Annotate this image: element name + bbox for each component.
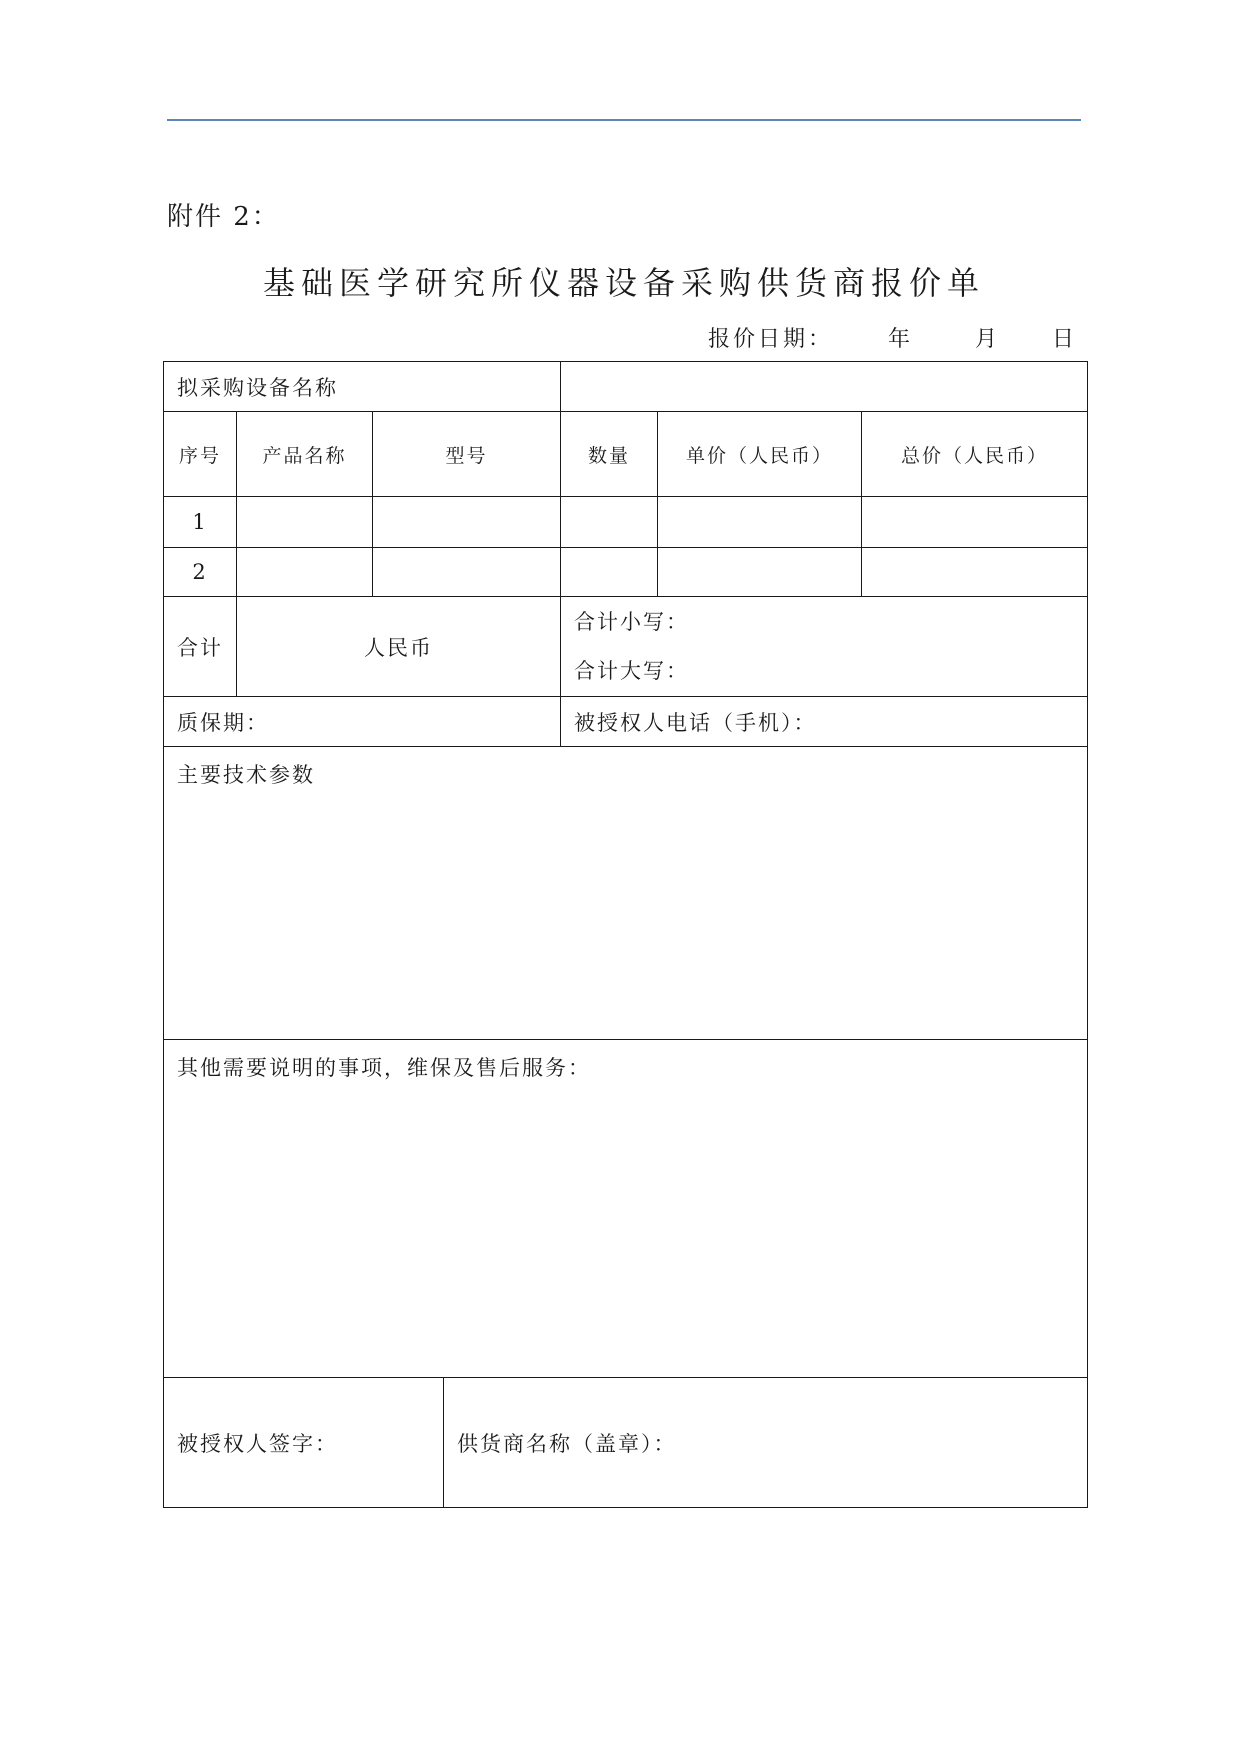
- quote-date-line: [700, 322, 1080, 352]
- quote-date-label: 报价日期：: [708, 327, 834, 352]
- other-notes-row: [164, 1040, 1088, 1378]
- warranty-label: 质保期：: [164, 697, 561, 747]
- row-unit-price-cell[interactable]: [658, 497, 862, 548]
- equipment-name-label: 拟采购设备名称: [164, 362, 561, 412]
- total-row: [164, 597, 1088, 697]
- attachment-label: 附件 2：: [167, 202, 280, 232]
- tech-params-row: [164, 747, 1088, 1040]
- row-product-cell[interactable]: [237, 548, 373, 597]
- row-model-cell[interactable]: [373, 497, 561, 548]
- table-header-row: [164, 412, 1088, 497]
- column-header-total-price: 总价（人民币）: [862, 412, 1088, 497]
- signature-label: 被授权人签字：: [164, 1378, 444, 1508]
- total-amount-cell: [561, 597, 1088, 697]
- table-row: [164, 497, 1088, 548]
- column-header-index: 序号: [164, 412, 237, 497]
- row-index: 2: [164, 548, 237, 597]
- row-product-cell[interactable]: [237, 497, 373, 548]
- quotation-form: [163, 361, 1088, 1508]
- tech-params-label: 主要技术参数: [164, 747, 1088, 1040]
- total-label: 合计: [164, 597, 237, 697]
- page-title: 基础医学研究所仪器设备采购供货商报价单: [262, 264, 985, 302]
- warranty-row: [164, 697, 1088, 747]
- column-header-quantity: 数量: [561, 412, 658, 497]
- row-index: 1: [164, 497, 237, 548]
- row-model-cell[interactable]: [373, 548, 561, 597]
- supplier-label: 供货商名称（盖章）：: [444, 1378, 1088, 1508]
- total-currency: 人民币: [237, 597, 561, 697]
- quote-date-year: 年: [888, 327, 914, 352]
- column-header-model: 型号: [373, 412, 561, 497]
- column-header-unit-price: 单价（人民币）: [658, 412, 862, 497]
- table-row: [164, 548, 1088, 597]
- total-words-label: 合计大写：: [574, 658, 689, 683]
- phone-label: 被授权人电话（手机）：: [561, 697, 1088, 747]
- row-unit-price-cell[interactable]: [658, 548, 862, 597]
- quote-date-day: 日: [1052, 327, 1078, 352]
- header-rule: [167, 119, 1081, 121]
- equipment-name-field[interactable]: [561, 362, 1088, 412]
- equipment-name-row: [164, 362, 1088, 412]
- row-total-price-cell[interactable]: [862, 497, 1088, 548]
- total-numeric-label: 合计小写：: [574, 609, 689, 634]
- signature-row: [164, 1378, 1088, 1508]
- row-total-price-cell[interactable]: [862, 548, 1088, 597]
- row-quantity-cell[interactable]: [561, 497, 658, 548]
- quote-date-month: 月: [975, 327, 1001, 352]
- column-header-product: 产品名称: [237, 412, 373, 497]
- other-notes-label: 其他需要说明的事项，维保及售后服务：: [164, 1040, 1088, 1378]
- row-quantity-cell[interactable]: [561, 548, 658, 597]
